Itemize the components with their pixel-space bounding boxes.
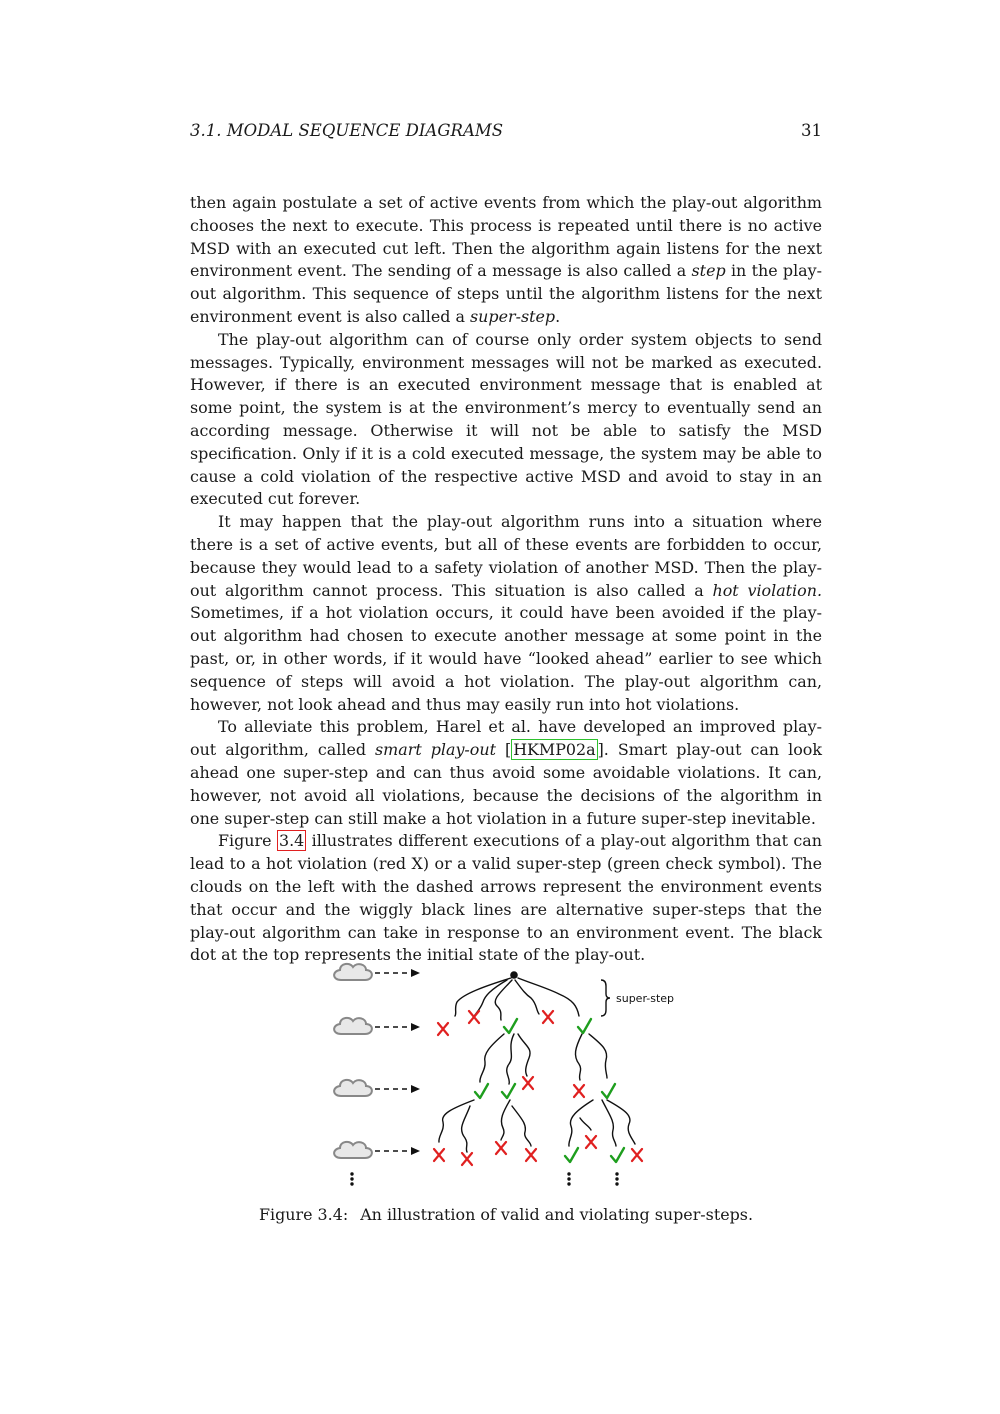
violation-x-icon (434, 1149, 444, 1161)
violation-x-icon (462, 1153, 472, 1165)
violation-x-icon (543, 1011, 553, 1023)
super-step-bracket (601, 980, 610, 1016)
violation-x-icon (469, 1011, 479, 1023)
term-step: step (691, 261, 726, 281)
figure-reference-link[interactable]: 3.4 (278, 831, 305, 851)
violation-x-icon (632, 1149, 642, 1161)
running-head (190, 121, 822, 143)
environment-event-3 (334, 1080, 420, 1096)
section-title: 3.1. MODAL SEQUENCE DIAGRAMS (190, 121, 504, 140)
term-hot-violation: hot violation. (712, 580, 822, 600)
violation-x-icon (574, 1085, 584, 1097)
body-text (190, 192, 822, 967)
paragraph-3: It may happen that the play-out algorithm runs into a situation where there is a set of active events, but all of these events are forbidden to occur, because they would lead to a safety violation of another MSD. Then the play-out algorithm cannot process. This situation is also called a hot violation. Sometimes, if a hot violation occurs, it could have been avoided if the play-out algorithm had chosen to execute another message at some point in the past, or, in other words, if it would have “looked ahead” earlier to see which sequence of steps will avoid a hot violation. The play-out algorithm can, however, not look ahead and thus may easily run into hot violations. (190, 512, 822, 714)
term-smart-play-out: smart play-out (375, 740, 496, 760)
valid-check-icon (611, 1148, 624, 1162)
hot-violation-marks (434, 1011, 642, 1165)
paragraph-4: To alleviate this problem, Harel et al. have developed an improved play-out algorithm, called smart play-out [ HKMP02a ]. Smart play-out can look ahead one super-step and can thus avoid some avoidable violations. It can, however, not avoid all violations, because the decisions of the algorithm in one super-step can still make a hot violation in a future super-step inevitable. (190, 717, 822, 828)
valid-check-icon (502, 1084, 515, 1098)
environment-event-1 (334, 964, 420, 980)
figure-caption (190, 1205, 822, 1224)
valid-check-icon (504, 1019, 517, 1033)
caption-text: An illustration of valid and violating super-steps. (360, 1205, 753, 1224)
term-super-step: super-step (470, 306, 556, 326)
environment-event-4 (334, 1142, 420, 1158)
violation-x-icon (523, 1077, 533, 1089)
continuation-dots (350, 1172, 618, 1185)
paragraph-2: The play-out algorithm can of course only order system objects to send messages. Typically, environment messages will not be marked as executed. However, if there is an executed environment message that is enabled at some point, the system is at the environment’s mercy to eventually send an according message. Otherwise it will not be able to satisfy the MSD specification. Only if it is a cold executed message, the system may be able to cause a cold violation of the respective active MSD and avoid to stay in an executed cut forever. (190, 329, 822, 509)
super-step-label: super-step (616, 992, 675, 1005)
caption-label: Figure 3.4: (258, 1205, 349, 1224)
valid-check-icon (475, 1084, 488, 1098)
valid-check-icon (578, 1019, 591, 1033)
valid-check-icon (565, 1148, 578, 1162)
violation-x-icon (586, 1136, 596, 1148)
valid-check-icon (602, 1084, 615, 1098)
figure-super-steps (325, 958, 680, 1193)
page-number: 31 (801, 121, 822, 140)
violation-x-icon (526, 1149, 536, 1161)
paragraph-1: then again postulate a set of active events from which the play-out algorithm chooses the next to execute. This process is repeated until there is no active MSD with an executed cut left. Then the algorithm again listens for the next environment event. The sending of a message is also called a step in the play-out algorithm. This sequence of steps until the algorithm listens for the next environment event is also called a super-step. (190, 193, 822, 326)
paragraph-5: Figure 3.4 illustrates different executions of a play-out algorithm that can lead to a hot violation (red X) or a valid super-step (green check symbol). The clouds on the left with the dashed arrows represent the environment events that occur and the wiggly black lines are alternative super-steps that the play-out algorithm can take in response to an environment event. The black dot at the top represents the initial state of the play-out. (190, 831, 822, 965)
violation-x-icon (496, 1142, 506, 1154)
environment-event-2 (334, 1018, 420, 1034)
citation-link[interactable]: HKMP02a (513, 740, 596, 760)
violation-x-icon (438, 1023, 448, 1035)
